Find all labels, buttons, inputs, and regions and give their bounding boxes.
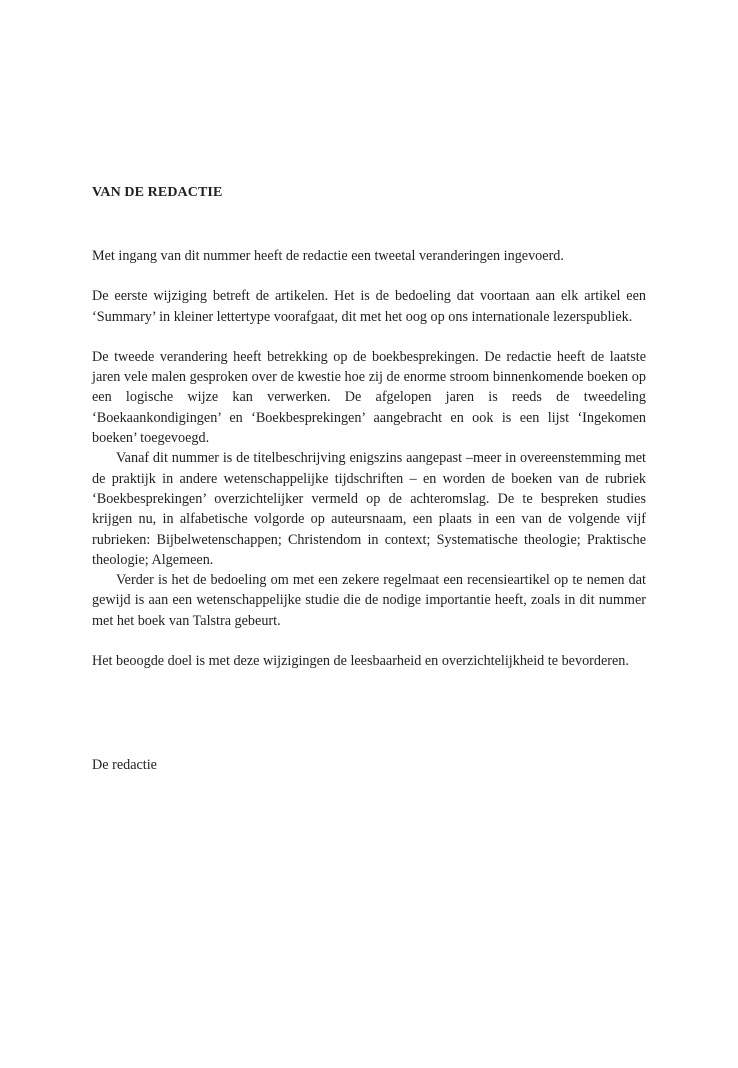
paragraph-intro: Met ingang van dit nummer heeft de redactie een tweetal veranderingen ingevoerd. (92, 248, 564, 264)
page-title: VAN DE REDACTIE (92, 185, 223, 200)
paragraph-articles: De eerste wijziging betreft de artikelen. Het is de bedoeling dat voortaan aan elk artikel een ‘Summary’ in kleiner lettertype voorafgaat, dit met het oog op ons internationale lezerspubliek. (92, 288, 646, 325)
paragraph-review-article: Verder is het de bedoeling om met een zekere regelmaat een recensieartikel op te nemen dat gewijd is aan een wetenschappelijke studie die de nodige importantie heeft, zoals in dit nummer met het boek van Talstra gebeurt. (92, 572, 646, 629)
signature: De redactie (92, 757, 157, 773)
editorial-body (92, 246, 646, 671)
paragraph-goal: Het beoogde doel is met deze wijzigingen de leesbaarheid en overzichtelijkheid te bevorderen. (92, 653, 629, 670)
paragraph-book-reviews: De tweede verandering heeft betrekking op de boekbesprekingen. De redactie heeft de laatste jaren vele malen gesproken over de kwestie hoe zij de enorme stroom binnenkomende boeken op een logische wijze kan verwerken. De afgelopen jaren is reeds de tweedeling ‘Boekaankondigingen’ en ‘Boekbesprekingen’ aangebracht en ook is een lijst ‘Ingekomen boeken’ toegevoegd. (92, 348, 646, 447)
paragraph-title-description: Vanaf dit nummer is de titelbeschrijving enigszins aangepast –meer in overeenstemming met de praktijk in andere wetenschappelijke tijdschriften – en worden de boeken van de rubriek ‘Boekbesprekingen’ overzichtelijker vermeld op de achteromslag. De te bespreken studies krijgen nu, in alfabetische volgorde op auteursnaam, een plaats in een van de volgende vijf rubrieken: Bijbelwetenschappen; Christendom in context; Systematische theologie; Praktische theologie; Algemeen. (92, 450, 646, 568)
